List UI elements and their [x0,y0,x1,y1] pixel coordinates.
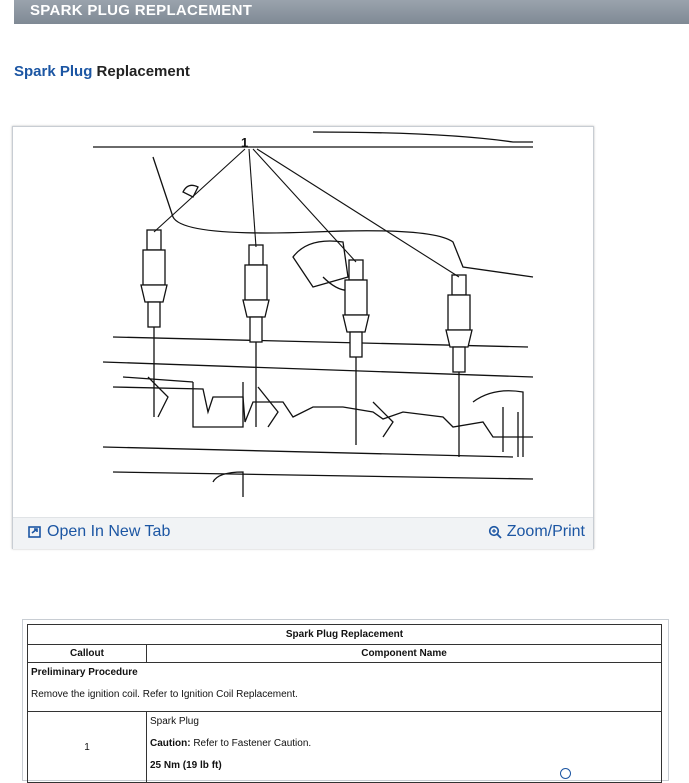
figure-card [12,126,594,549]
row-callout: 1 [28,712,147,783]
open-in-new-tab-link[interactable] [28,523,170,541]
table-caption: Spark Plug Replacement [28,625,662,645]
zoom-icon[interactable] [560,768,571,779]
page-title [14,63,190,80]
caution-line [150,736,658,758]
page-title-rest: Replacement [92,63,190,80]
component-header: Component Name [147,645,662,663]
preliminary-heading: Preliminary Procedure [31,667,138,678]
page-title-link[interactable]: Spark Plug [14,63,93,80]
zoom-magnifier-icon [488,525,502,539]
open-new-tab-icon [28,525,42,539]
callout-leaders [154,149,459,277]
spec-table-card [22,619,669,781]
callout-header: Callout [28,645,147,663]
spark-plug-1 [141,230,167,417]
row-component [147,712,662,783]
zoom-print-label: Zoom/Print [506,523,585,540]
preliminary-cell [28,663,662,712]
spark-plug-diagram[interactable] [13,127,593,517]
spark-plug-3 [343,260,369,445]
banner-title: SPARK PLUG REPLACEMENT [30,2,253,19]
spark-plug-2 [243,245,269,427]
component-name: Spark Plug [150,716,199,727]
preliminary-text: Remove the ignition coil. Refer to Ignition Coil Replacement. [31,689,298,700]
open-in-new-tab-label: Open In New Tab [47,523,171,540]
caution-text: Refer to Fastener Caution. [190,738,312,749]
caution-label: Caution: [150,738,191,749]
zoom-print-link[interactable] [488,523,585,541]
torque-spec: 25 Nm (19 lb ft) [150,760,222,771]
section-banner [14,0,689,24]
spark-plug-4 [446,275,472,457]
callout-number: 1 [241,135,249,150]
figure-toolbar [13,517,593,549]
spark-plug-table [27,624,662,783]
